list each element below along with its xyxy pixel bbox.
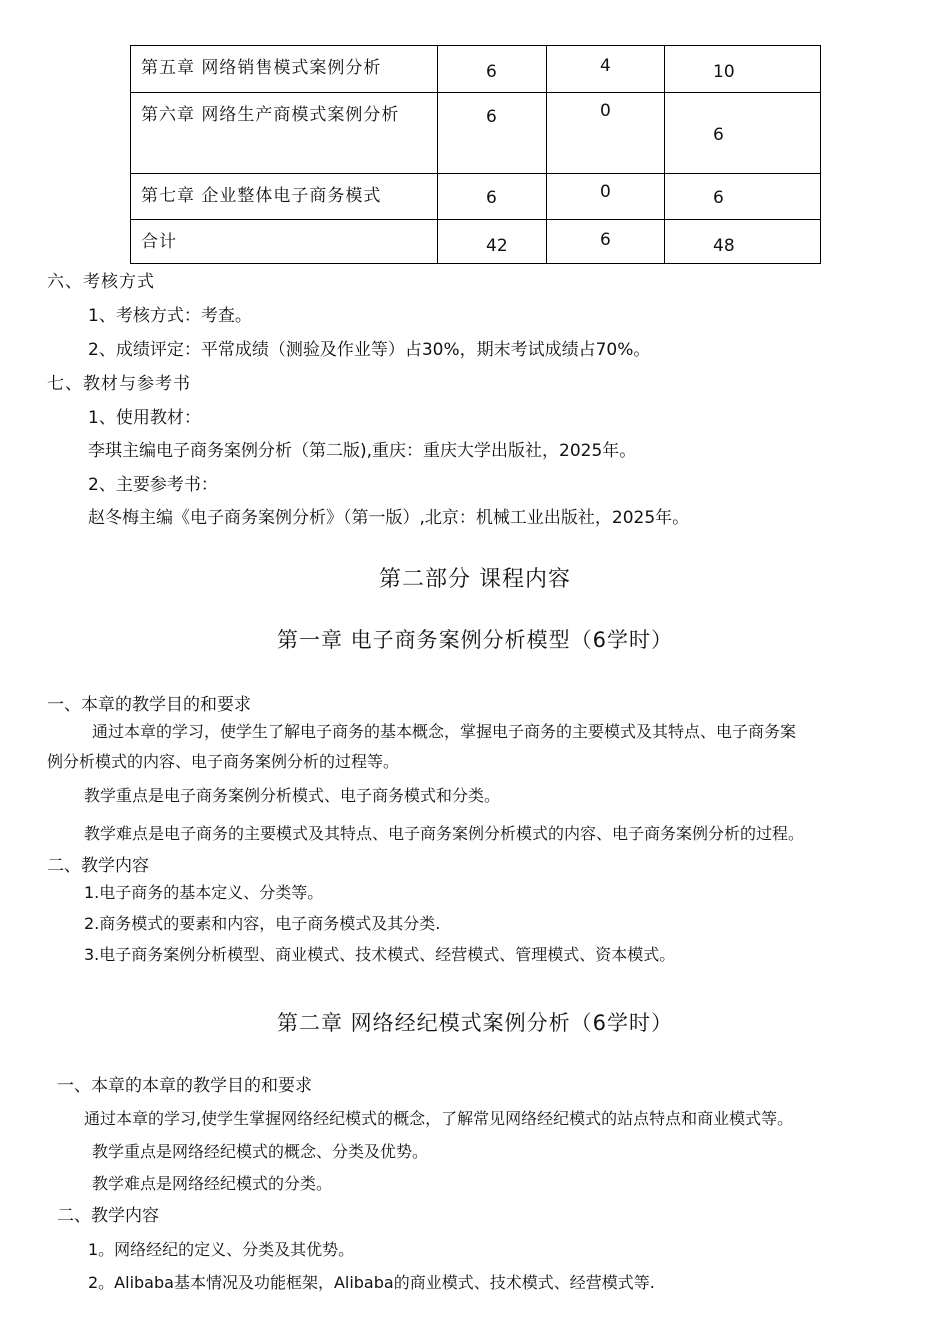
table-row	[131, 46, 821, 93]
chapter-name: 合计	[131, 220, 438, 264]
difficulties: 教学难点是网络经纪模式的分类。	[92, 1174, 333, 1193]
section-heading-textbooks: 七、教材与参考书	[47, 374, 191, 394]
reference-entry: 赵冬梅主编《电子商务案例分析》（第一版）,北京：机械工业出版社，2025年。	[88, 508, 690, 528]
goals-text: 通过本章的学习,使学生掌握网络经纪模式的概念，了解常见网络经纪模式的站点特点和商业模式等。	[84, 1109, 794, 1128]
lecture-hours: 6	[486, 107, 497, 127]
total-hours: 48	[713, 236, 735, 256]
lecture-hours: 42	[486, 236, 508, 256]
table-row	[131, 174, 821, 220]
content-item: 2。Alibaba基本情况及功能框架，Alibaba的商业模式、技术模式、经营模式等.	[88, 1273, 655, 1292]
chapter-name: 第七章 企业整体电子商务模式	[131, 174, 438, 220]
practice-hours: 4	[600, 56, 611, 76]
practice-hours: 0	[600, 101, 611, 121]
content-item: 1。网络经纪的定义、分类及其优势。	[88, 1240, 355, 1259]
goals-text-cont: 例分析模式的内容、电子商务案例分析的过程等。	[47, 752, 400, 771]
textbook-entry: 李琪主编电子商务案例分析（第二版),重庆：重庆大学出版社，2025年。	[88, 441, 637, 461]
table-row	[131, 93, 821, 174]
difficulties: 教学难点是电子商务的主要模式及其特点、电子商务案例分析模式的内容、电子商务案例分析的过程。	[84, 824, 805, 843]
content-heading: 二、教学内容	[47, 856, 149, 876]
textbook-label: 1、使用教材：	[88, 408, 201, 428]
key-points: 教学重点是电子商务案例分析模式、电子商务模式和分类。	[84, 786, 501, 805]
content-heading: 二、教学内容	[57, 1206, 159, 1226]
reference-label: 2、主要参考书：	[88, 475, 218, 495]
assessment-method: 1、考核方式：考查。	[88, 306, 252, 326]
chapter-name: 第五章 网络销售模式案例分析	[131, 46, 438, 93]
lecture-hours: 6	[486, 188, 497, 208]
goals-text: 通过本章的学习，使学生了解电子商务的基本概念，掌握电子商务的主要模式及其特点、电子商务案	[92, 722, 797, 741]
section-heading-assessment: 六、考核方式	[47, 272, 155, 292]
chapter-title: 第二章 网络经纪模式案例分析（6学时）	[276, 1011, 674, 1035]
goals-heading: 一、本章的本章的教学目的和要求	[57, 1076, 312, 1096]
content-item: 1.电子商务的基本定义、分类等。	[84, 883, 324, 902]
chapter-title: 第一章 电子商务案例分析模型（6学时）	[276, 628, 674, 652]
total-hours: 6	[713, 188, 724, 208]
key-points: 教学重点是网络经纪模式的概念、分类及优势。	[92, 1142, 429, 1161]
table-row	[131, 220, 821, 264]
part-title: 第二部分 课程内容	[379, 567, 571, 592]
practice-hours: 0	[600, 182, 611, 202]
practice-hours: 6	[600, 230, 611, 250]
total-hours: 6	[713, 125, 724, 145]
content-item: 2.商务模式的要素和内容，电子商务模式及其分类.	[84, 914, 441, 933]
goals-heading: 一、本章的教学目的和要求	[47, 695, 251, 715]
content-item: 3.电子商务案例分析模型、商业模式、技术模式、经营模式、管理模式、资本模式。	[84, 945, 676, 964]
lecture-hours: 6	[486, 62, 497, 82]
hours-table	[130, 45, 821, 264]
total-hours: 10	[713, 62, 735, 82]
chapter-name: 第六章 网络生产商模式案例分析	[131, 93, 438, 174]
grading-rule: 2、成绩评定：平常成绩（测验及作业等）占30%，期末考试成绩占70%。	[88, 340, 651, 360]
